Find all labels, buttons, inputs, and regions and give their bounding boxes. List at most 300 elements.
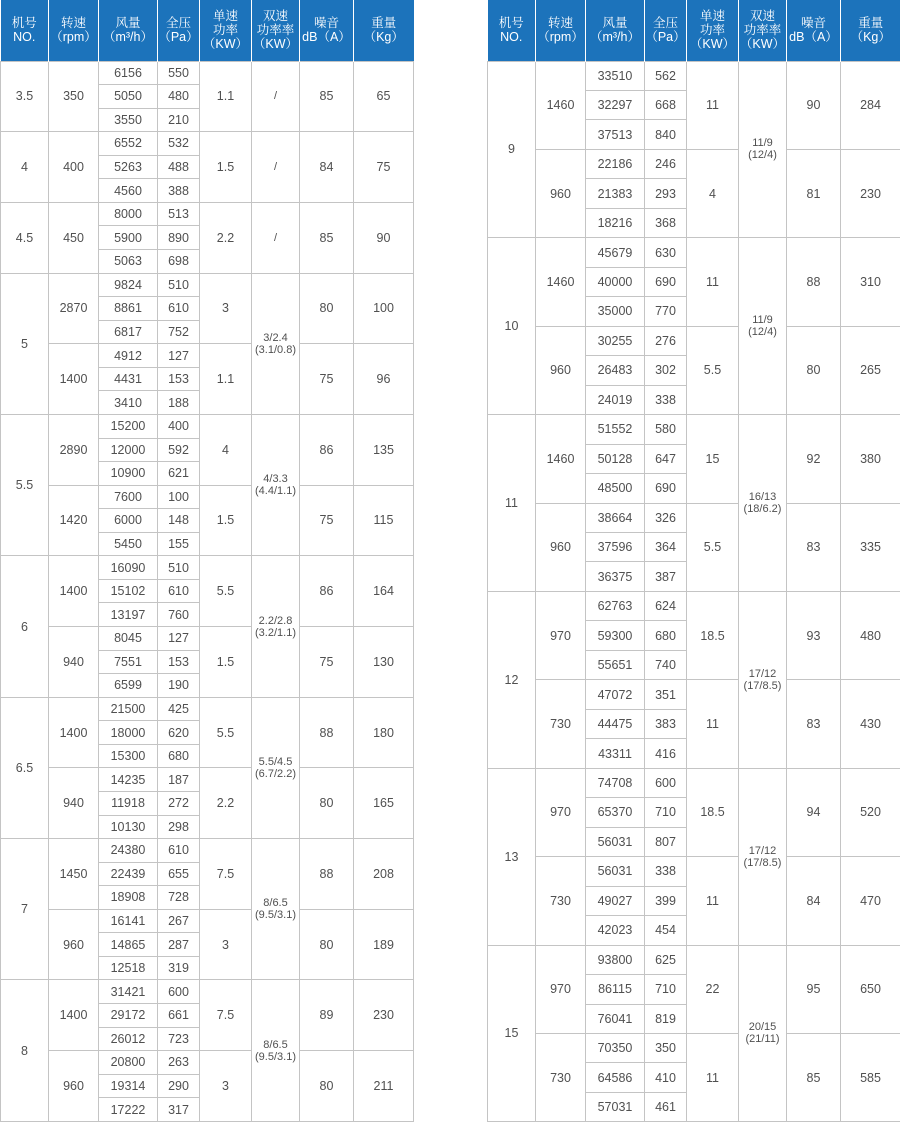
single-speed-power-cell: 18.5 <box>687 768 739 856</box>
airflow-cell: 47072 <box>586 680 645 709</box>
pressure-cell: 188 <box>158 391 200 415</box>
airflow-cell: 44475 <box>586 709 645 738</box>
rpm-cell: 960 <box>49 1051 99 1122</box>
airflow-cell: 26012 <box>99 1027 158 1051</box>
table-row <box>488 945 900 974</box>
airflow-cell: 32297 <box>586 90 645 119</box>
pressure-cell: 728 <box>158 886 200 910</box>
table-row <box>488 591 900 620</box>
pressure-cell: 246 <box>645 149 687 178</box>
weight-cell: 189 <box>354 909 414 980</box>
noise-cell: 80 <box>787 326 841 414</box>
single-speed-power-cell: 5.5 <box>200 556 252 627</box>
header-line: 功率率 <box>256 23 295 38</box>
weight-cell: 470 <box>841 857 900 945</box>
rpm-cell: 1450 <box>49 839 99 910</box>
airflow-cell: 29172 <box>99 1004 158 1028</box>
model-number-cell: 10 <box>488 238 536 415</box>
single-speed-power-cell: 11 <box>687 61 739 149</box>
header-line: （Kg） <box>850 30 891 45</box>
table-row <box>1 273 414 297</box>
airflow-cell: 50128 <box>586 444 645 473</box>
noise-cell: 90 <box>787 61 841 149</box>
header-line: （Pa） <box>645 30 686 45</box>
dual-power-value: / <box>273 161 278 174</box>
weight-cell: 430 <box>841 680 900 768</box>
airflow-cell: 5450 <box>99 532 158 556</box>
table-row <box>488 857 900 886</box>
airflow-cell: 33510 <box>586 61 645 90</box>
header-row <box>488 0 900 61</box>
airflow-cell: 8000 <box>99 202 158 226</box>
pressure-cell: 819 <box>645 1004 687 1033</box>
dual-speed-power-cell <box>252 697 300 838</box>
pressure-cell: 513 <box>158 202 200 226</box>
weight-cell: 230 <box>354 980 414 1051</box>
pressure-cell: 770 <box>645 297 687 326</box>
pressure-cell: 187 <box>158 768 200 792</box>
airflow-cell: 6000 <box>99 509 158 533</box>
airflow-cell: 31421 <box>99 980 158 1004</box>
pressure-cell: 383 <box>645 709 687 738</box>
dual-power-value: 4/3.3 <box>263 473 288 486</box>
table-row <box>1 344 414 368</box>
pressure-cell: 153 <box>158 367 200 391</box>
pressure-cell: 580 <box>645 415 687 444</box>
pressure-cell: 592 <box>158 438 200 462</box>
rpm-cell: 1400 <box>49 697 99 768</box>
weight-cell: 335 <box>841 503 900 591</box>
airflow-cell: 5263 <box>99 155 158 179</box>
table-row <box>1 414 414 438</box>
airflow-cell: 18908 <box>99 886 158 910</box>
airflow-cell: 37513 <box>586 120 645 149</box>
column-header <box>300 0 354 61</box>
pressure-cell: 338 <box>645 385 687 414</box>
airflow-cell: 74708 <box>586 768 645 797</box>
pressure-cell: 510 <box>158 273 200 297</box>
airflow-cell: 24019 <box>586 385 645 414</box>
single-speed-power-cell: 18.5 <box>687 591 739 679</box>
single-speed-power-cell: 11 <box>687 680 739 768</box>
header-line: 转速 <box>547 16 573 31</box>
dual-speed-power-cell <box>252 61 300 132</box>
pressure-cell: 668 <box>645 90 687 119</box>
header-line: （m³/h） <box>589 30 640 45</box>
airflow-cell: 59300 <box>586 621 645 650</box>
airflow-cell: 6156 <box>99 61 158 85</box>
weight-cell: 284 <box>841 61 900 149</box>
table-row <box>488 503 900 532</box>
dual-power-alt-value: (12/4) <box>748 326 777 339</box>
weight-cell: 310 <box>841 238 900 326</box>
noise-cell: 85 <box>787 1033 841 1121</box>
dual-power-value: 8/6.5 <box>263 1038 288 1051</box>
noise-cell: 75 <box>300 344 354 415</box>
pressure-cell: 740 <box>645 650 687 679</box>
pressure-cell: 680 <box>158 744 200 768</box>
pressure-cell: 723 <box>158 1027 200 1051</box>
pressure-cell: 840 <box>645 120 687 149</box>
weight-cell: 165 <box>354 768 414 839</box>
weight-cell: 520 <box>841 768 900 856</box>
dual-power-value: 3/2.4 <box>263 331 288 344</box>
header-line: 风量 <box>602 16 628 31</box>
airflow-cell: 22186 <box>586 149 645 178</box>
model-number-cell: 6.5 <box>1 697 49 838</box>
airflow-cell: 9824 <box>99 273 158 297</box>
dual-power-value: 11/9 <box>752 137 773 150</box>
model-number-cell: 11 <box>488 415 536 592</box>
airflow-cell: 18000 <box>99 721 158 745</box>
weight-cell: 75 <box>354 132 414 203</box>
airflow-cell: 65370 <box>586 798 645 827</box>
airflow-cell: 18216 <box>586 208 645 237</box>
airflow-cell: 4912 <box>99 344 158 368</box>
column-header <box>354 0 414 61</box>
noise-cell: 94 <box>787 768 841 856</box>
table-row <box>488 768 900 797</box>
dual-power-alt-value: (6.7/2.2) <box>255 767 296 780</box>
rpm-cell: 940 <box>49 627 99 698</box>
airflow-cell: 64586 <box>586 1063 645 1092</box>
header-line: （rpm） <box>537 30 584 45</box>
pressure-cell: 276 <box>645 326 687 355</box>
header-line: （KW） <box>202 37 249 52</box>
weight-cell: 650 <box>841 945 900 1033</box>
table-row <box>488 680 900 709</box>
fan-spec-table-right <box>487 0 900 1122</box>
pressure-cell: 155 <box>158 532 200 556</box>
pressure-cell: 210 <box>158 108 200 132</box>
airflow-cell: 10900 <box>99 462 158 486</box>
airflow-cell: 5050 <box>99 85 158 109</box>
header-line: （Pa） <box>158 30 199 45</box>
dual-power-alt-value: (3.1/0.8) <box>255 343 296 356</box>
airflow-cell: 22439 <box>99 862 158 886</box>
airflow-cell: 3550 <box>99 108 158 132</box>
noise-cell: 75 <box>300 485 354 556</box>
dual-power-value: / <box>273 90 278 103</box>
pressure-cell: 410 <box>645 1063 687 1092</box>
pressure-cell: 351 <box>645 680 687 709</box>
noise-cell: 86 <box>300 556 354 627</box>
pressure-cell: 350 <box>645 1033 687 1062</box>
pressure-cell: 416 <box>645 739 687 768</box>
model-number-cell: 5.5 <box>1 414 49 555</box>
header-line: 全压 <box>652 16 678 31</box>
model-number-cell: 12 <box>488 591 536 768</box>
pressure-cell: 480 <box>158 85 200 109</box>
single-speed-power-cell: 7.5 <box>200 980 252 1051</box>
model-number-cell: 13 <box>488 768 536 945</box>
column-header <box>158 0 200 61</box>
header-line: 单速 <box>699 9 725 24</box>
airflow-cell: 5063 <box>99 250 158 274</box>
single-speed-power-cell: 11 <box>687 1033 739 1121</box>
pressure-cell: 399 <box>645 886 687 915</box>
weight-cell: 208 <box>354 839 414 910</box>
single-speed-power-cell: 22 <box>687 945 739 1033</box>
header-line: 机号 <box>498 16 524 31</box>
weight-cell: 115 <box>354 485 414 556</box>
dual-power-alt-value: (18/6.2) <box>743 503 782 516</box>
pressure-cell: 532 <box>158 132 200 156</box>
column-header <box>787 0 841 61</box>
noise-cell: 92 <box>787 415 841 503</box>
rpm-cell: 1460 <box>536 238 586 326</box>
dual-power-value: 8/6.5 <box>263 897 288 910</box>
airflow-cell: 6599 <box>99 674 158 698</box>
airflow-cell: 40000 <box>586 267 645 296</box>
pressure-cell: 710 <box>645 975 687 1004</box>
pressure-cell: 387 <box>645 562 687 591</box>
single-speed-power-cell: 3 <box>200 1051 252 1122</box>
noise-cell: 86 <box>300 414 354 485</box>
header-line: 全压 <box>165 16 191 31</box>
airflow-cell: 6552 <box>99 132 158 156</box>
column-header <box>1 0 49 61</box>
pressure-cell: 807 <box>645 827 687 856</box>
airflow-cell: 38664 <box>586 503 645 532</box>
column-header <box>536 0 586 61</box>
rpm-cell: 970 <box>536 591 586 679</box>
weight-cell: 135 <box>354 414 414 485</box>
airflow-cell: 4431 <box>99 367 158 391</box>
pressure-cell: 655 <box>158 862 200 886</box>
pressure-cell: 680 <box>645 621 687 650</box>
airflow-cell: 13197 <box>99 603 158 627</box>
dual-power-alt-value: (17/8.5) <box>743 679 782 692</box>
rpm-cell: 1460 <box>536 61 586 149</box>
pressure-cell: 600 <box>158 980 200 1004</box>
airflow-cell: 45679 <box>586 238 645 267</box>
airflow-cell: 55651 <box>586 650 645 679</box>
header-line: 单速 <box>212 9 238 24</box>
airflow-cell: 21383 <box>586 179 645 208</box>
column-header <box>49 0 99 61</box>
header-line: 噪音 <box>313 16 339 31</box>
pressure-cell: 425 <box>158 697 200 721</box>
table-row <box>1 202 414 226</box>
pressure-cell: 488 <box>158 155 200 179</box>
pressure-cell: 647 <box>645 444 687 473</box>
rpm-cell: 960 <box>536 503 586 591</box>
single-speed-power-cell: 5.5 <box>687 326 739 414</box>
dual-power-value: 16/13 <box>748 491 777 504</box>
weight-cell: 480 <box>841 591 900 679</box>
header-line: （Kg） <box>363 30 404 45</box>
single-speed-power-cell: 1.5 <box>200 627 252 698</box>
weight-cell: 65 <box>354 61 414 132</box>
pressure-cell: 290 <box>158 1074 200 1098</box>
dual-power-value: 5.5/4.5 <box>258 755 293 768</box>
header-line: 双速 <box>749 9 775 24</box>
noise-cell: 88 <box>787 238 841 326</box>
noise-cell: 95 <box>787 945 841 1033</box>
single-speed-power-cell: 15 <box>687 415 739 503</box>
pressure-cell: 338 <box>645 857 687 886</box>
dual-power-alt-value: (12/4) <box>748 149 777 162</box>
dual-power-alt-value: (3.2/1.1) <box>255 626 296 639</box>
airflow-cell: 6817 <box>99 320 158 344</box>
rpm-cell: 1400 <box>49 980 99 1051</box>
single-speed-power-cell: 11 <box>687 857 739 945</box>
rpm-cell: 1400 <box>49 556 99 627</box>
pressure-cell: 317 <box>158 1098 200 1122</box>
table-row <box>1 1051 414 1075</box>
dual-power-value: 20/15 <box>748 1021 777 1034</box>
header-line: dB（A） <box>789 30 838 45</box>
airflow-cell: 3410 <box>99 391 158 415</box>
dual-power-alt-value: (9.5/3.1) <box>255 1050 296 1063</box>
pressure-cell: 562 <box>645 61 687 90</box>
table-row <box>1 61 414 85</box>
pressure-cell: 127 <box>158 627 200 651</box>
dual-speed-power-cell <box>739 238 787 415</box>
header-line: （KW） <box>252 37 299 52</box>
header-line: 机号 <box>11 16 37 31</box>
single-speed-power-cell: 5.5 <box>687 503 739 591</box>
header-line: 功率 <box>699 23 725 38</box>
airflow-cell: 24380 <box>99 839 158 863</box>
airflow-cell: 15102 <box>99 579 158 603</box>
pressure-cell: 610 <box>158 579 200 603</box>
single-speed-power-cell: 5.5 <box>200 697 252 768</box>
table-row <box>1 980 414 1004</box>
airflow-cell: 5900 <box>99 226 158 250</box>
header-line: （rpm） <box>50 30 97 45</box>
pressure-cell: 661 <box>158 1004 200 1028</box>
airflow-cell: 36375 <box>586 562 645 591</box>
weight-cell: 180 <box>354 697 414 768</box>
model-number-cell: 6 <box>1 556 49 697</box>
pressure-cell: 364 <box>645 533 687 562</box>
pressure-cell: 630 <box>645 238 687 267</box>
table-row <box>488 61 900 90</box>
noise-cell: 80 <box>300 273 354 344</box>
airflow-cell: 4560 <box>99 179 158 203</box>
noise-cell: 88 <box>300 697 354 768</box>
airflow-cell: 51552 <box>586 415 645 444</box>
rpm-cell: 400 <box>49 132 99 203</box>
rpm-cell: 450 <box>49 202 99 273</box>
airflow-cell: 16141 <box>99 909 158 933</box>
table-row <box>488 326 900 355</box>
airflow-cell: 43311 <box>586 739 645 768</box>
noise-cell: 80 <box>300 1051 354 1122</box>
dual-speed-power-cell <box>739 591 787 768</box>
table-row <box>488 415 900 444</box>
pressure-cell: 625 <box>645 945 687 974</box>
pressure-cell: 510 <box>158 556 200 580</box>
pressure-cell: 461 <box>645 1092 687 1121</box>
dual-speed-power-cell <box>739 415 787 592</box>
noise-cell: 75 <box>300 627 354 698</box>
pressure-cell: 760 <box>158 603 200 627</box>
pressure-cell: 690 <box>645 267 687 296</box>
rpm-cell: 350 <box>49 61 99 132</box>
airflow-cell: 8045 <box>99 627 158 651</box>
airflow-cell: 48500 <box>586 474 645 503</box>
pressure-cell: 267 <box>158 909 200 933</box>
airflow-cell: 8861 <box>99 297 158 321</box>
single-speed-power-cell: 2.2 <box>200 202 252 273</box>
airflow-cell: 20800 <box>99 1051 158 1075</box>
table-row <box>1 839 414 863</box>
single-speed-power-cell: 11 <box>687 238 739 326</box>
dual-speed-power-cell <box>252 839 300 980</box>
single-speed-power-cell: 4 <box>687 149 739 237</box>
airflow-cell: 86115 <box>586 975 645 1004</box>
model-number-cell: 15 <box>488 945 536 1122</box>
airflow-cell: 62763 <box>586 591 645 620</box>
noise-cell: 83 <box>787 503 841 591</box>
rpm-cell: 2870 <box>49 273 99 344</box>
weight-cell: 585 <box>841 1033 900 1121</box>
weight-cell: 211 <box>354 1051 414 1122</box>
airflow-cell: 21500 <box>99 697 158 721</box>
header-line: 转速 <box>60 16 86 31</box>
single-speed-power-cell: 1.1 <box>200 61 252 132</box>
noise-cell: 80 <box>300 909 354 980</box>
dual-speed-power-cell <box>252 273 300 414</box>
single-speed-power-cell: 7.5 <box>200 839 252 910</box>
header-line: 功率 <box>212 23 238 38</box>
rpm-cell: 940 <box>49 768 99 839</box>
pressure-cell: 326 <box>645 503 687 532</box>
table-row <box>1 132 414 156</box>
header-line: 双速 <box>262 9 288 24</box>
dual-power-alt-value: (17/8.5) <box>743 856 782 869</box>
airflow-cell: 56031 <box>586 857 645 886</box>
model-number-cell: 9 <box>488 61 536 238</box>
table-row <box>1 909 414 933</box>
airflow-cell: 7551 <box>99 650 158 674</box>
noise-cell: 89 <box>300 980 354 1051</box>
dual-speed-power-cell <box>252 132 300 203</box>
rpm-cell: 730 <box>536 680 586 768</box>
header-line: 噪音 <box>800 16 826 31</box>
airflow-cell: 17222 <box>99 1098 158 1122</box>
airflow-cell: 56031 <box>586 827 645 856</box>
model-number-cell: 7 <box>1 839 49 980</box>
column-header <box>841 0 900 61</box>
rpm-cell: 960 <box>49 909 99 980</box>
single-speed-power-cell: 3 <box>200 273 252 344</box>
airflow-cell: 35000 <box>586 297 645 326</box>
header-line: （KW） <box>739 37 786 52</box>
pressure-cell: 272 <box>158 791 200 815</box>
dual-power-alt-value: (4.4/1.1) <box>255 485 296 498</box>
airflow-cell: 57031 <box>586 1092 645 1121</box>
pressure-cell: 127 <box>158 344 200 368</box>
single-speed-power-cell: 3 <box>200 909 252 980</box>
pressure-cell: 752 <box>158 320 200 344</box>
dual-speed-power-cell <box>252 556 300 697</box>
pressure-cell: 319 <box>158 956 200 980</box>
airflow-cell: 11918 <box>99 791 158 815</box>
column-header <box>252 0 300 61</box>
header-line: （m³/h） <box>102 30 153 45</box>
single-speed-power-cell: 1.5 <box>200 485 252 556</box>
airflow-cell: 15300 <box>99 744 158 768</box>
airflow-cell: 7600 <box>99 485 158 509</box>
pressure-cell: 621 <box>158 462 200 486</box>
dual-speed-power-cell <box>252 202 300 273</box>
pressure-cell: 610 <box>158 839 200 863</box>
dual-speed-power-cell <box>739 61 787 238</box>
